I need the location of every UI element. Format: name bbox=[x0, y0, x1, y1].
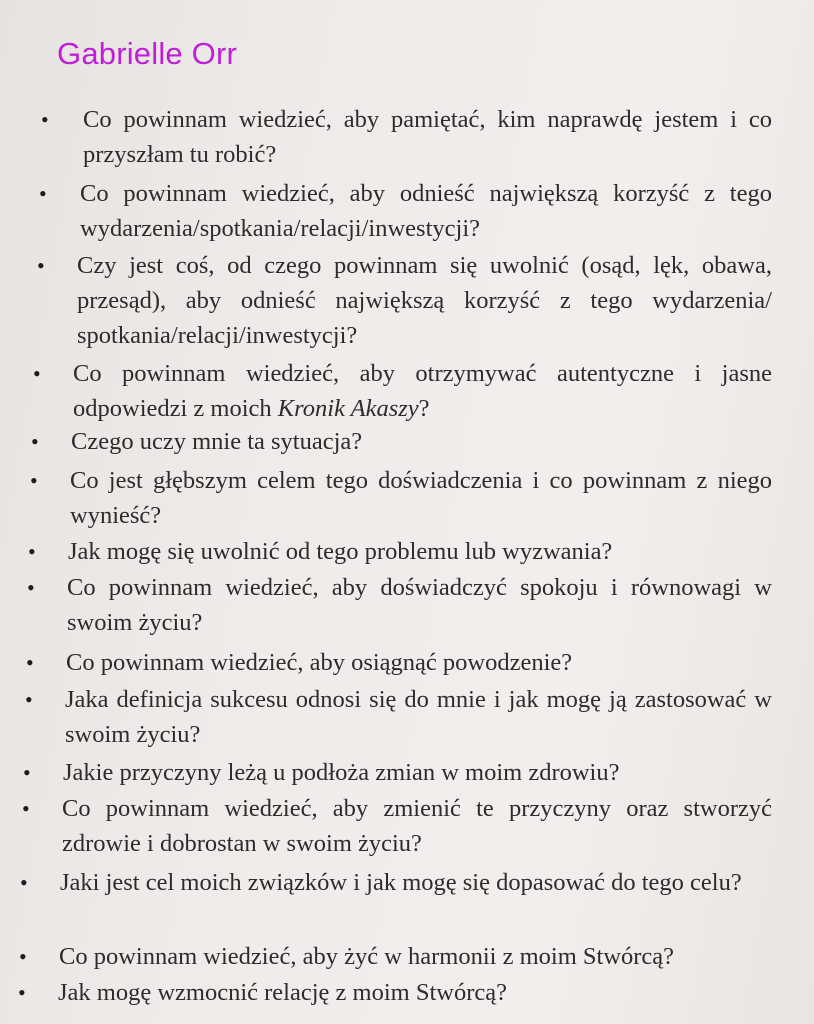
author-name: Gabrielle Orr bbox=[57, 36, 238, 71]
bullet: • bbox=[39, 181, 47, 206]
list-item bbox=[33, 356, 772, 426]
list-item bbox=[28, 534, 772, 569]
bullet: • bbox=[33, 361, 41, 386]
question-text: Co powinnam wiedzieć, aby doświadczyć spokoju i równowagi w swoim życiu? bbox=[67, 574, 772, 636]
list-item bbox=[41, 102, 772, 172]
bullet: • bbox=[19, 944, 27, 969]
question-text: Jaki jest cel moich związków i jak mogę się dopasować do tego celu? bbox=[60, 869, 742, 896]
bullet: • bbox=[18, 980, 26, 1005]
list-item bbox=[23, 755, 772, 790]
list-item bbox=[25, 682, 772, 752]
bullet: • bbox=[27, 575, 35, 600]
question-text: Co powinnam wiedzieć, aby otrzymywać autentyczne i jasne odpowiedzi z moich Kronik Akaszy? bbox=[73, 360, 772, 422]
question-text: Co powinnam wiedzieć, aby osiągnąć powodzenie? bbox=[66, 649, 573, 676]
question-text: Co powinnam wiedzieć, aby pamiętać, kim naprawdę jestem i co przyszłam tu robić? bbox=[83, 106, 772, 168]
italic-term: Kronik Akaszy bbox=[277, 395, 419, 422]
question-text: Czy jest coś, od czego powinnam się uwolnić (osąd, lęk, obawa, przesąd), aby odnieść największą korzyść z tego wydarzenia/ spotkania/relacji/inwestycji? bbox=[77, 252, 772, 349]
list-item bbox=[27, 570, 772, 640]
list-item bbox=[22, 791, 772, 861]
list-item bbox=[30, 463, 772, 533]
list-item bbox=[37, 248, 772, 353]
bullet: • bbox=[26, 650, 34, 675]
question-text: Jak mogę się uwolnić od tego problemu lub wyzwania? bbox=[68, 538, 613, 565]
bullet: • bbox=[31, 429, 39, 454]
bullet: • bbox=[20, 870, 28, 895]
question-text: Jak mogę wzmocnić relację z moim Stwórcą? bbox=[58, 979, 507, 1006]
question-text: Co powinnam wiedzieć, aby żyć w harmonii z moim Stwórcą? bbox=[59, 943, 675, 970]
list-item bbox=[39, 176, 772, 246]
question-text: Co powinnam wiedzieć, aby zmienić te przyczyny oraz stworzyć zdrowie i dobrostan w swoim życiu? bbox=[62, 795, 772, 857]
list-item bbox=[26, 645, 772, 680]
question-text: Jaka definicja sukcesu odnosi się do mnie i jak mogę ją zastosować w swoim życiu? bbox=[65, 686, 772, 748]
list-item bbox=[19, 939, 772, 974]
question-text: Jakie przyczyny leżą u podłoża zmian w moim zdrowiu? bbox=[63, 759, 620, 786]
list-item bbox=[20, 865, 772, 900]
bullet: • bbox=[30, 468, 38, 493]
bullet: • bbox=[28, 539, 36, 564]
bullet: • bbox=[37, 253, 45, 278]
list-item bbox=[31, 424, 772, 459]
bullet: • bbox=[41, 107, 49, 132]
list-item bbox=[18, 975, 772, 1010]
bullet: • bbox=[23, 760, 31, 785]
bullet: • bbox=[22, 796, 30, 821]
bullet: • bbox=[25, 687, 33, 712]
question-text: Co jest głębszym celem tego doświadczenia i co powinnam z niego wynieść? bbox=[70, 467, 772, 529]
question-text: Czego uczy mnie ta sytuacja? bbox=[71, 428, 363, 455]
question-text: Co powinnam wiedzieć, aby odnieść największą korzyść z tego wydarzenia/spotkania/relacji/inwestycji? bbox=[80, 180, 772, 242]
